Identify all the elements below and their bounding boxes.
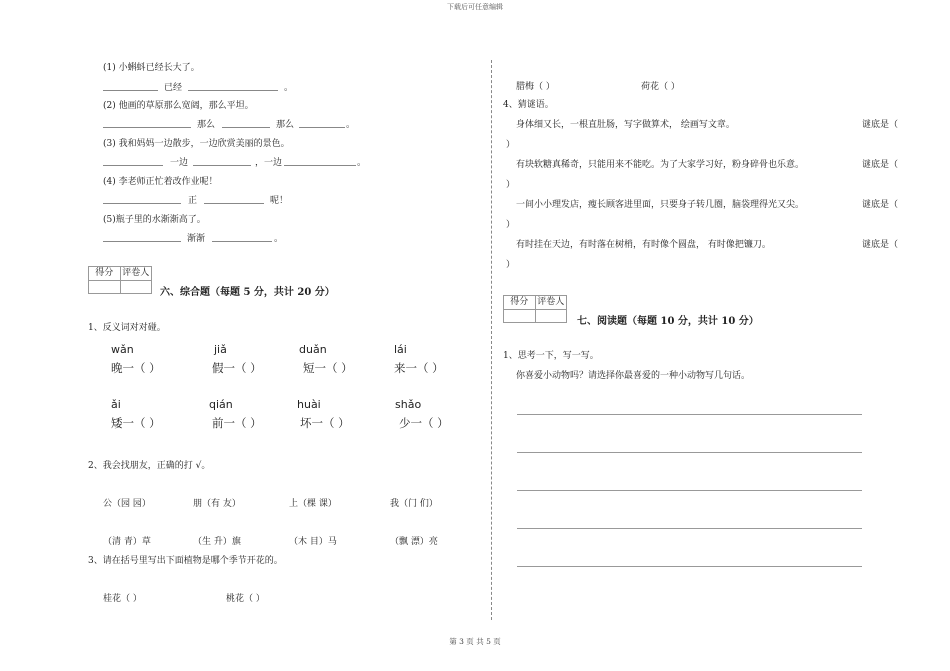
header-note: 下载后可任意编辑	[447, 3, 503, 11]
answer-blank[interactable]	[193, 165, 251, 166]
column-divider	[491, 60, 492, 620]
writing-line[interactable]	[517, 414, 862, 415]
antonym-item[interactable]: 前一（ ）	[212, 416, 262, 430]
antonym-item[interactable]: 假一（ ）	[212, 361, 262, 375]
riddle-text: 一间小小理发店，瘦长顾客进里面，只要身子转几圈，脑袋理得光又尖。	[516, 200, 805, 210]
q-item-3-word2: ，一边	[255, 158, 283, 168]
writing-line[interactable]	[517, 452, 862, 453]
section-7-title: 七、阅读题（每题 10 分，共计 10 分）	[577, 316, 759, 327]
flower-item[interactable]: 荷花（ ）	[641, 82, 680, 92]
q-item-1-word: 已经	[164, 83, 183, 93]
answer-blank[interactable]	[103, 127, 191, 128]
riddle-answer[interactable]: 谜底是（	[862, 120, 899, 130]
friend-pair[interactable]: 上（棵 课）	[289, 499, 337, 509]
grader-cell[interactable]	[121, 281, 152, 293]
score-cell[interactable]	[504, 310, 536, 322]
antonym-item[interactable]: 来一（ ）	[394, 361, 444, 375]
pinyin: jiǎ	[214, 343, 227, 356]
friend-pair[interactable]: （清 青）草	[103, 537, 151, 547]
q-item-5: (5)瓶子里的水渐渐高了。	[103, 215, 206, 225]
score-label: 得分	[504, 296, 536, 309]
answer-blank[interactable]	[103, 203, 181, 204]
answer-blank[interactable]	[188, 90, 278, 91]
reading-q1-sub: 你喜爱小动物吗？请选择你最喜爱的一种小动物写几句话。	[516, 371, 751, 381]
q-item-2-end: 。	[346, 120, 356, 130]
q-item-3-word1: 一边	[170, 158, 189, 168]
q4-prompt: 4、猜谜语。	[503, 100, 554, 110]
q-item-2: (2) 他画的草原那么宽阔，那么平坦。	[103, 101, 254, 111]
grader-cell[interactable]	[536, 310, 567, 322]
pinyin: shǎo	[395, 398, 422, 411]
riddle-answer[interactable]: 谜底是（	[862, 160, 899, 170]
riddle-text: 身体细又长，一根直肚肠，写字做算术， 绘画写文章。	[516, 120, 735, 130]
answer-blank[interactable]	[284, 165, 356, 166]
q-item-5-end: 。	[274, 234, 284, 244]
grader-label: 评卷人	[537, 297, 565, 307]
score-cell[interactable]	[89, 281, 121, 293]
q-item-1: (1) 小蝌蚪已经长大了。	[103, 63, 200, 73]
pinyin: wǎn	[111, 343, 134, 356]
writing-line[interactable]	[517, 490, 862, 491]
friend-pair[interactable]: 我（门 们）	[390, 499, 438, 509]
antonym-item[interactable]: 少一（ ）	[399, 416, 449, 430]
writing-line[interactable]	[517, 566, 862, 567]
riddle-answer-close: ）	[506, 260, 516, 270]
q3-prompt: 3、请在括号里写出下面植物是哪个季节开花的。	[88, 556, 283, 566]
q-item-1-end: 。	[284, 83, 294, 93]
pinyin: lái	[394, 343, 407, 356]
q-item-4-end: 呢！	[270, 196, 289, 206]
riddle-answer-close: ）	[506, 180, 516, 190]
answer-blank[interactable]	[299, 127, 345, 128]
q-item-4: (4) 李老师正忙着改作业呢！	[103, 177, 218, 187]
pinyin: huài	[297, 398, 321, 411]
answer-blank[interactable]	[204, 203, 264, 204]
q-item-2-word2: 那么	[276, 120, 295, 130]
friend-pair[interactable]: 公（园 园）	[103, 499, 151, 509]
writing-line[interactable]	[517, 528, 862, 529]
answer-blank[interactable]	[103, 241, 181, 242]
page-footer: 第 3 页 共 5 页	[449, 637, 501, 646]
q-item-4-word1: 正	[188, 196, 198, 206]
answer-blank[interactable]	[212, 241, 272, 242]
riddle-answer[interactable]: 谜底是（	[862, 240, 899, 250]
q-item-2-word1: 那么	[197, 120, 216, 130]
friend-pair[interactable]: （木 目）马	[289, 537, 337, 547]
pinyin: duǎn	[299, 343, 327, 356]
antonym-item[interactable]: 短一（ ）	[303, 361, 353, 375]
score-box	[503, 295, 567, 323]
flower-item[interactable]: 桂花（ ）	[103, 594, 142, 604]
q-item-3-end: 。	[357, 158, 367, 168]
antonym-item[interactable]: 晚一（ ）	[111, 361, 161, 375]
antonym-item[interactable]: 矮一（ ）	[111, 416, 161, 430]
flower-item[interactable]: 腊梅（ ）	[516, 82, 555, 92]
section-6-title: 六、综合题（每题 5 分，共计 20 分）	[160, 287, 335, 298]
riddle-answer[interactable]: 谜底是（	[862, 200, 899, 210]
q-item-5-word: 渐渐	[187, 234, 206, 244]
answer-blank[interactable]	[103, 90, 158, 91]
q2-prompt: 2、我会找朋友，正确的打 √。	[88, 461, 211, 471]
q1-prompt: 1、反义词对对碰。	[88, 323, 166, 333]
q-item-3: (3) 我和妈妈一边散步，一边欣赏美丽的景色。	[103, 139, 290, 149]
answer-blank[interactable]	[103, 165, 163, 166]
riddle-text: 有时挂在天边，有时落在树梢，有时像个圆盘， 有时像把镰刀。	[516, 240, 771, 250]
pinyin: ǎi	[111, 398, 121, 411]
riddle-answer-close: ）	[506, 140, 516, 150]
score-box	[88, 266, 152, 294]
antonym-item[interactable]: 坏一（ ）	[300, 416, 350, 430]
grader-label: 评卷人	[122, 268, 150, 278]
riddle-text: 有块软糖真稀奇，只能用来不能吃。为了大家学习好，粉身碎骨也乐意。	[516, 160, 805, 170]
score-label: 得分	[89, 267, 121, 280]
friend-pair[interactable]: 朋（有 友）	[193, 499, 241, 509]
friend-pair[interactable]: （生 升）旗	[193, 537, 241, 547]
pinyin: qián	[209, 398, 233, 411]
reading-q1-prompt: 1、思考一下，写一写。	[503, 351, 599, 361]
riddle-answer-close: ）	[506, 220, 516, 230]
flower-item[interactable]: 桃花（ ）	[226, 594, 265, 604]
answer-blank[interactable]	[222, 127, 270, 128]
friend-pair[interactable]: （飘 漂）亮	[390, 537, 438, 547]
